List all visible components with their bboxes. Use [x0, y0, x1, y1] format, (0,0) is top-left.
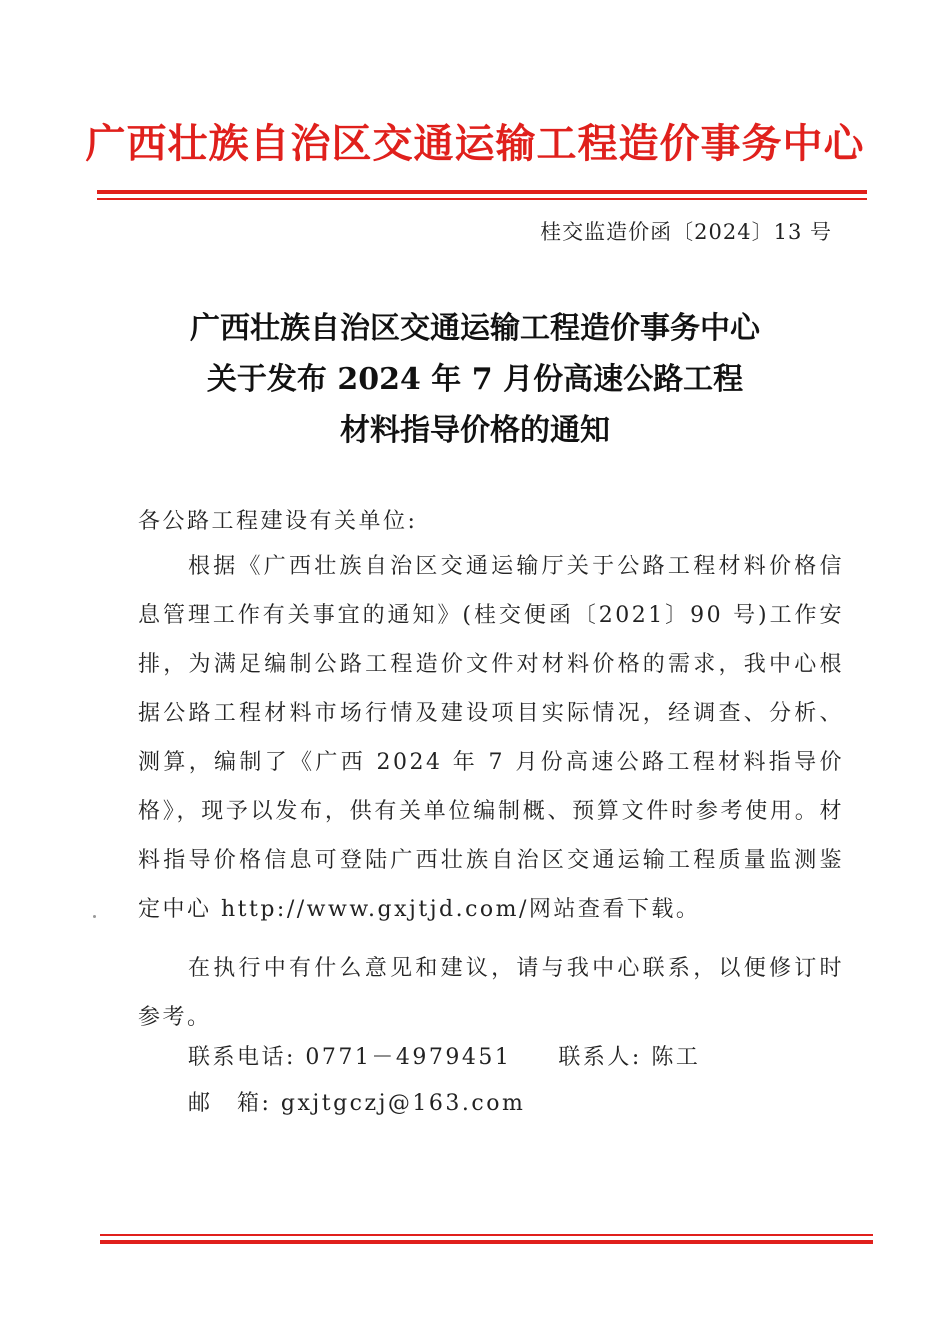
email-label: 邮 箱:: [188, 1091, 272, 1116]
body-paragraph-1: 根据《广西壮族自治区交通运输厅关于公路工程材料价格信息管理工作有关事宜的通知》(桂交便函〔2021〕90 号)工作安排，为满足编制公路工程造价文件对材料价格的需求，我中心根据公路工程材料市场行情及建设项目实际情况，经调查、分析、测算，编制了《广西 2024 年 7 月份高速公路工程材料指导价格》，现予以发布，供有关单位编制概、预算文件时参考使用。材料指导价格信息可登陆广西壮族自治区交通运输工程质量监测鉴定中心 http://www.gxjtjd.com/网站查看下载。: [138, 554, 844, 922]
scan-speck: [93, 915, 96, 918]
organization-letterhead: 广西壮族自治区交通运输工程造价事务中心: [85, 120, 865, 167]
phone-label: 联系电话:: [188, 1045, 296, 1070]
salutation: 各公路工程建设有关单位:: [138, 509, 418, 534]
contact-person-label: 联系人:: [558, 1045, 642, 1070]
email-value: gxjtgczj@163.com: [280, 1091, 526, 1116]
footer-rule-thin: [100, 1234, 873, 1236]
footer-rule-thick: [100, 1240, 873, 1244]
title-line-2: 关于发布 2024 年 7 月份高速公路工程: [206, 362, 744, 397]
phone-value: 0771－4979451: [305, 1045, 512, 1070]
contact-phone-line: [188, 1042, 700, 1074]
letterhead-rule-thick: [97, 190, 867, 194]
letterhead-rule-thin: [97, 198, 867, 200]
title-line-3: 材料指导价格的通知: [340, 413, 610, 448]
contact-email-line: [188, 1088, 525, 1120]
contact-person-value: 陈工: [651, 1045, 701, 1070]
body-paragraph-2: 在执行中有什么意见和建议，请与我中心联系，以便修订时参考。: [138, 956, 844, 1030]
document-number: 桂交监造价函〔2024〕13 号: [540, 220, 832, 244]
document-title: [0, 303, 950, 456]
title-line-1: 广西壮族自治区交通运输工程造价事务中心: [190, 311, 760, 346]
